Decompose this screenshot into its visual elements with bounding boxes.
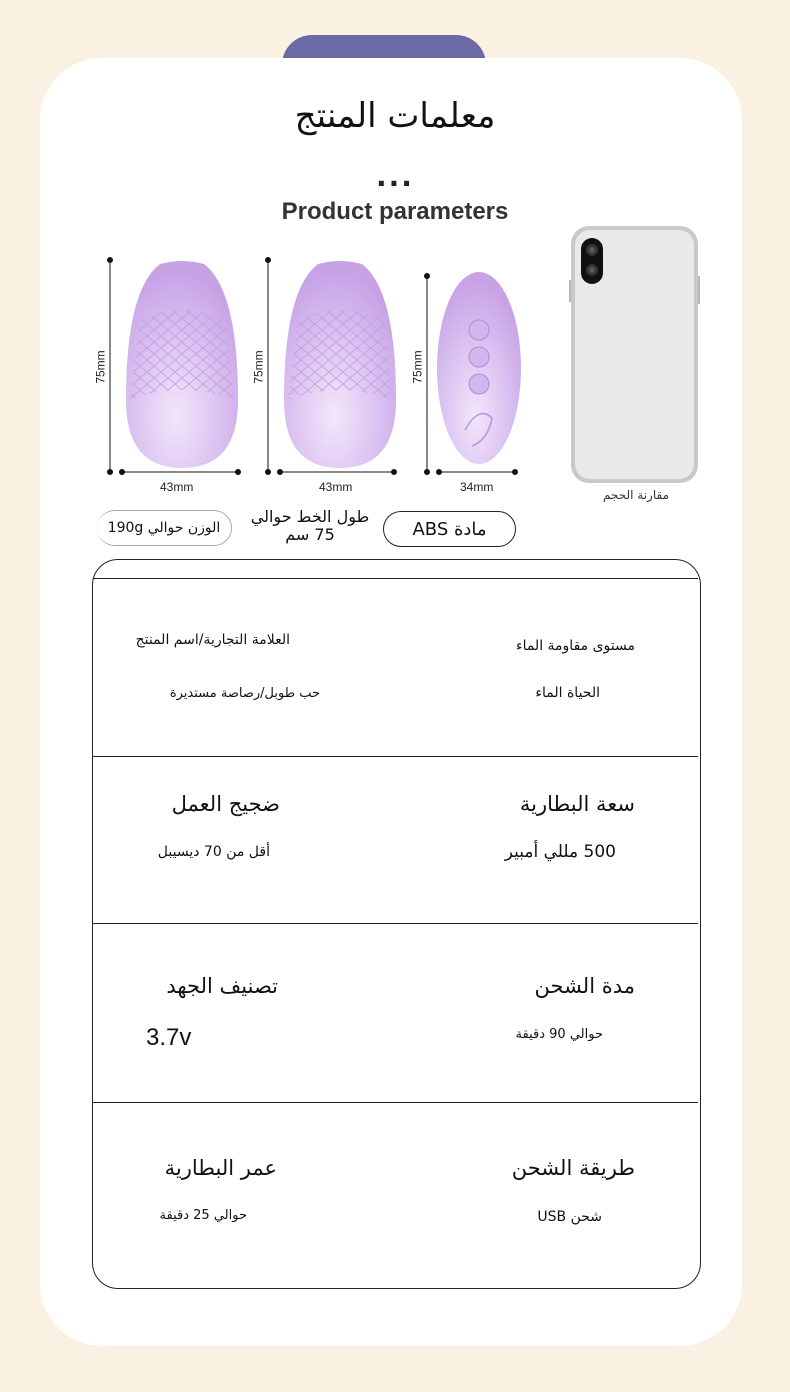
height-label-3: 75mm (410, 350, 425, 384)
cable-length-pill: طول الخط حوالي 75 سم (250, 507, 370, 544)
charge-time-value: حوالي 90 دقيقة (515, 1027, 603, 1042)
size-comparison-caption: مقارنة الحجم (602, 488, 669, 502)
phone-comparison (569, 226, 700, 483)
bullet-vibrator-2 (284, 261, 396, 468)
battery-capacity-label: سعة البطارية (519, 792, 635, 816)
spec-divider-2 (93, 923, 698, 924)
page-title-arabic: معلمات المنتج (294, 96, 496, 136)
charge-method-label: طريقة الشحن (511, 1156, 635, 1180)
bullet-vibrator-1 (126, 261, 238, 468)
product-illustration (0, 0, 790, 560)
width-label-2: 43mm (319, 480, 353, 494)
spec-divider-1 (93, 756, 698, 757)
water-resistance-value: الحياة الماء (535, 685, 600, 701)
brand-label: العلامة التجارية/اسم المنتج (135, 632, 290, 648)
battery-life-label: عمر البطارية (164, 1156, 277, 1180)
noise-value: أقل من 70 ديسيبل (157, 844, 270, 860)
brand-value: حب طوبل/رصاصة مستديرة (169, 686, 320, 701)
charge-time-label: مدة الشحن (534, 974, 635, 998)
width-label-3: 34mm (460, 480, 494, 494)
battery-capacity-value: 500 مللي أمبير (504, 842, 616, 862)
weight-pill: الوزن حوالي 190g (97, 510, 232, 546)
noise-label: ضجيج العمل (171, 792, 280, 816)
spec-divider-top (93, 578, 698, 579)
battery-life-value: حوالي 25 دقيقة (159, 1208, 247, 1223)
spec-divider-3 (93, 1102, 698, 1103)
height-label-2: 75mm (251, 350, 266, 384)
remote-control (437, 272, 521, 464)
title-dots: ... (376, 160, 414, 193)
material-pill: مادة ABS (383, 511, 516, 547)
width-label-1: 43mm (160, 480, 194, 494)
voltage-label: تصنيف الجهد (166, 974, 278, 998)
charge-method-value: شحن USB (537, 1209, 602, 1225)
height-label-1: 75mm (93, 350, 108, 384)
page-title-english: Product parameters (281, 198, 509, 225)
water-resistance-label: مستوى مقاومة الماء (515, 638, 635, 654)
voltage-value: 3.7v (146, 1024, 192, 1051)
